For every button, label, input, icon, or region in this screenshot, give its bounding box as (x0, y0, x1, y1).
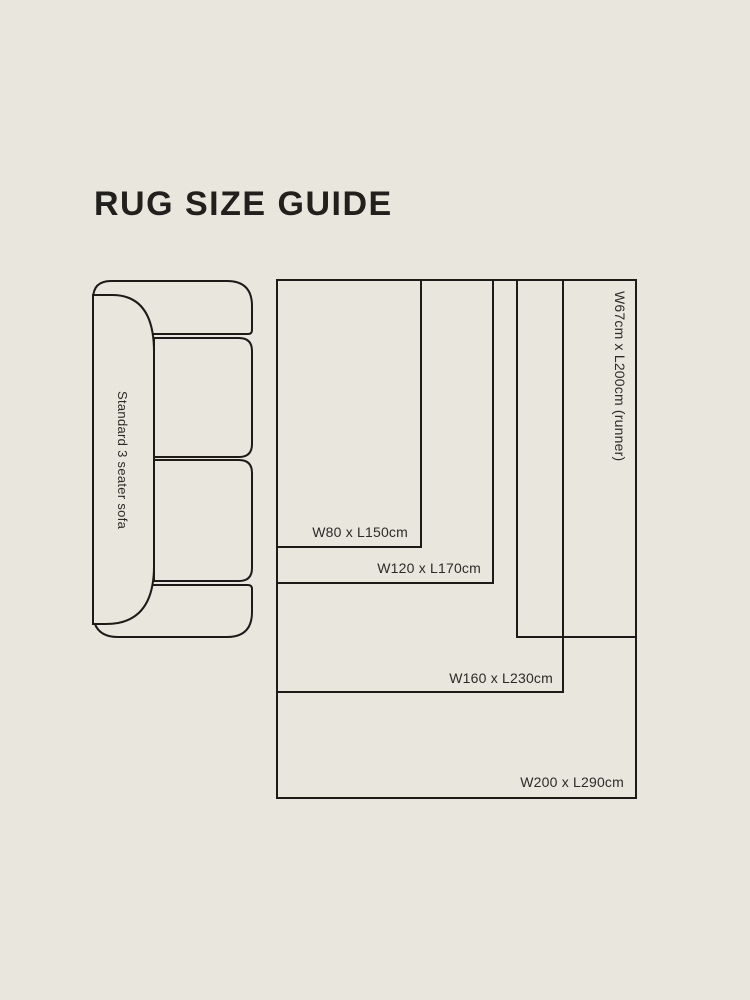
sofa-label: Standard 3 seater sofa (115, 391, 130, 530)
rug-w80-label: W80 x L150cm (312, 524, 408, 540)
rug-w80-outline (276, 279, 422, 548)
rug-runner-label: W67cm x L200cm (runner) (612, 291, 628, 462)
rug-w200-label: W200 x L290cm (520, 774, 624, 790)
rug-runner-outline (516, 279, 637, 638)
sofa-seat-cushion-1 (154, 338, 252, 457)
sofa-seat-cushion-2 (154, 460, 252, 581)
page-title: RUG SIZE GUIDE (94, 185, 393, 223)
rug-w160-label: W160 x L230cm (449, 670, 553, 686)
rug-w120-label: W120 x L170cm (377, 560, 481, 576)
